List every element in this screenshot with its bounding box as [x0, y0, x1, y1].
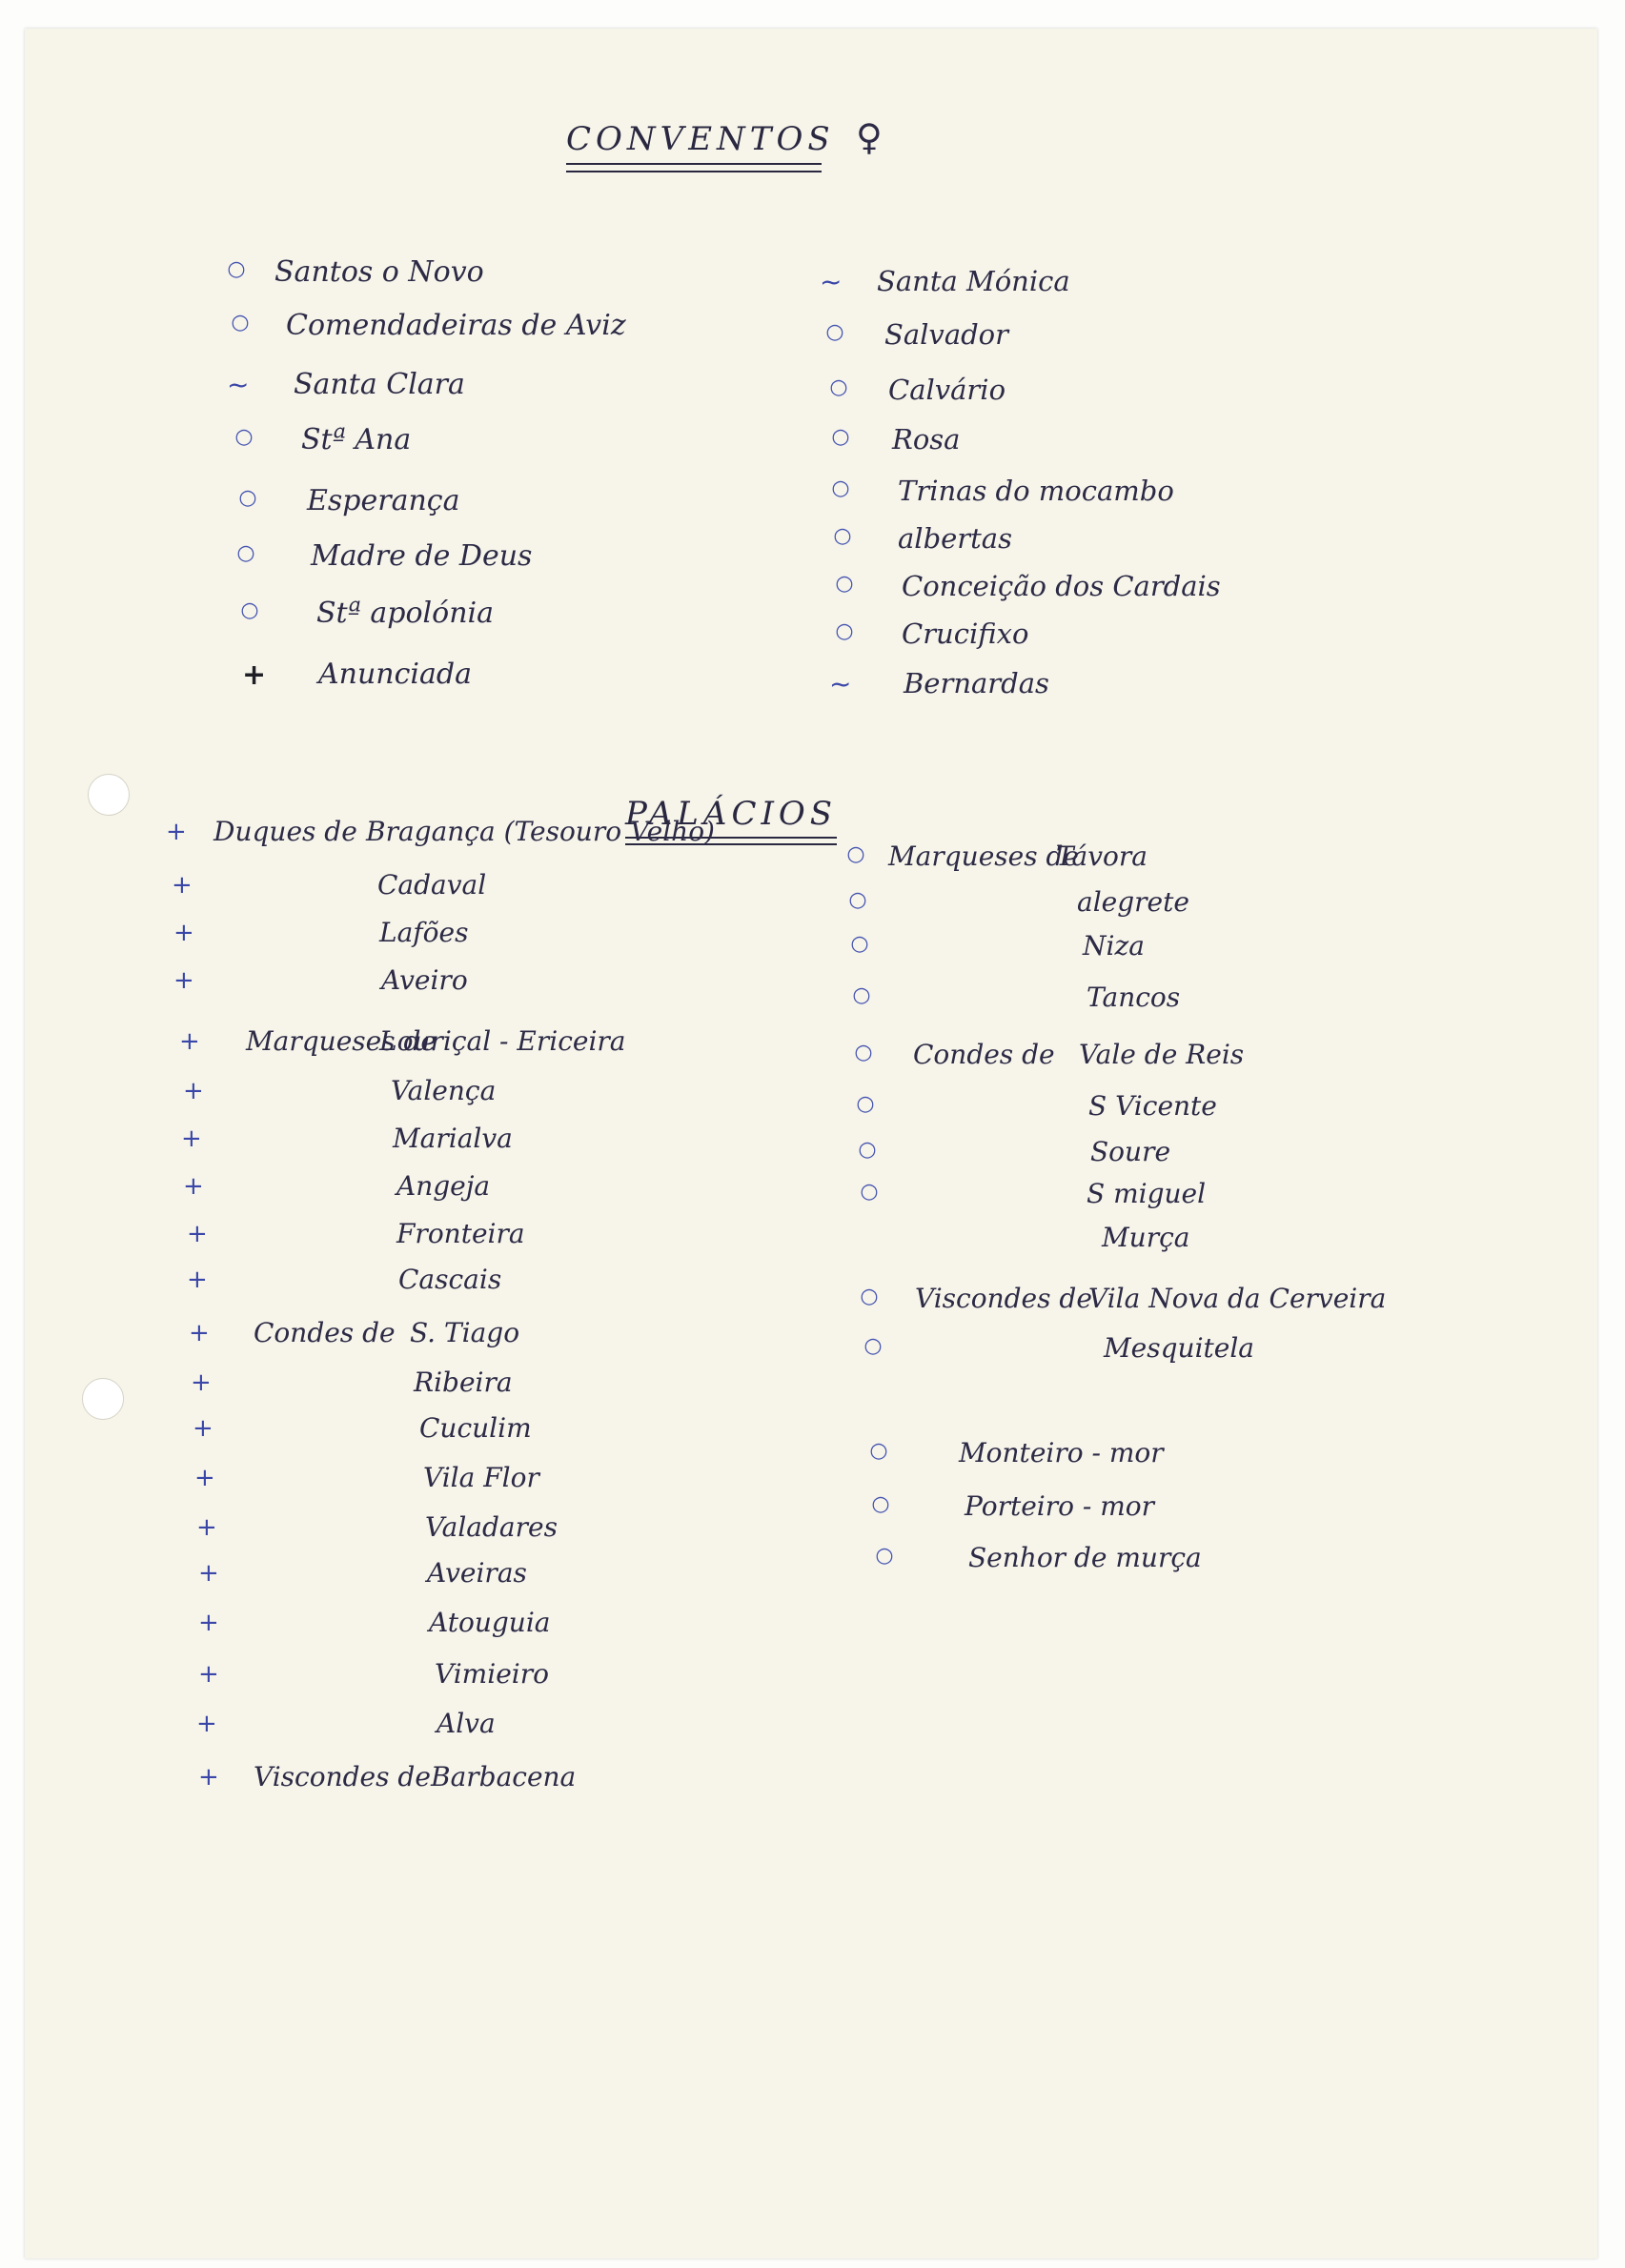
list-item-label: Vila Flor [423, 1462, 539, 1493]
conventos-underline-2 [566, 171, 822, 172]
list-item-label: Conceição dos Cardais [902, 570, 1221, 602]
list-item-label: Santa Mónica [877, 265, 1070, 297]
list-item-label: Ribeira [414, 1367, 513, 1398]
plus-mark-icon: + [183, 1077, 204, 1105]
plus-mark-icon: + [187, 1266, 208, 1294]
list-item-prefix: Duques de [213, 816, 357, 847]
circle-mark-icon: ○ [869, 1439, 888, 1463]
palacios-title: PALÁCIOS [625, 795, 838, 833]
list-item-label: Porteiro - mor [965, 1490, 1155, 1522]
list-item-label: Louriçal - Ericeira [379, 1025, 626, 1057]
list-item-label: S Vicente [1088, 1090, 1217, 1122]
circle-mark-icon: ○ [825, 320, 844, 344]
circle-mark-icon: ○ [863, 1334, 883, 1358]
list-item-label: Trinas do mocambo [898, 475, 1174, 507]
circle-mark-icon: ○ [835, 572, 854, 596]
list-item-label: Murça [1102, 1222, 1190, 1253]
circle-mark-icon: ○ [835, 619, 854, 643]
list-item-prefix: Marqueses de [888, 840, 1079, 872]
plus-mark-icon: + [173, 919, 194, 947]
circle-mark-icon: ○ [848, 888, 867, 912]
list-item-label: Vale de Reis [1079, 1039, 1245, 1070]
list-item-label: Vimieiro [435, 1658, 549, 1690]
circle-mark-icon: ○ [871, 1492, 890, 1516]
list-item-label: Valadares [425, 1511, 558, 1543]
list-item-label: Atouguia [429, 1607, 551, 1638]
plus-mark-icon: + [193, 1414, 213, 1443]
circle-mark-icon: ○ [860, 1285, 879, 1308]
list-item-label: Soure [1090, 1136, 1171, 1167]
list-item-label: Távora [1056, 840, 1148, 872]
list-item-label: Marialva [393, 1123, 513, 1154]
list-item-label: Comendadeiras de Aviz [286, 309, 626, 342]
list-item-label: Cadaval [377, 869, 487, 901]
circle-mark-icon: ○ [236, 541, 255, 565]
plus-mark-icon: + [191, 1368, 212, 1397]
list-item-label: Monteiro - mor [959, 1437, 1164, 1468]
list-item-label: Calvário [888, 374, 1006, 406]
list-item-label: Rosa [892, 423, 961, 456]
plus-mark-icon: + [198, 1559, 219, 1588]
list-item-label: S miguel [1087, 1178, 1207, 1209]
tilde-mark-icon: ~ [227, 369, 250, 400]
list-item-label: Bernardas [904, 667, 1049, 699]
punch-hole-bottom [82, 1378, 124, 1420]
plus-mark-icon: + [183, 1172, 204, 1201]
circle-mark-icon: ○ [238, 486, 257, 510]
circle-mark-icon: ○ [833, 524, 852, 548]
list-item-label: Alva [437, 1708, 496, 1739]
list-item-label: Aveiras [427, 1557, 527, 1589]
plus-mark-icon: + [173, 966, 194, 995]
circle-mark-icon: ○ [227, 257, 246, 281]
plus-mark-icon: + [196, 1513, 217, 1542]
plus-mark-icon: + [196, 1710, 217, 1738]
list-item-prefix: Condes de [254, 1317, 396, 1348]
list-item-label: Madre de Deus [311, 539, 533, 573]
circle-mark-icon: ○ [831, 476, 850, 500]
list-item-label: Valença [391, 1075, 497, 1106]
list-item-label: Stª apolónia [316, 597, 495, 630]
circle-mark-icon: ○ [240, 598, 259, 622]
list-item-label: Salvador [884, 318, 1008, 351]
punch-hole-top [88, 774, 130, 816]
list-item-label: Lafões [379, 917, 469, 948]
list-item-label: Esperança [307, 484, 460, 517]
list-item-label: Angeja [396, 1170, 491, 1202]
list-item-label: Bragança (Tesouro Velho) [366, 816, 715, 847]
list-item-label: Cascais [398, 1264, 502, 1295]
list-item-label: Stª Ana [301, 423, 412, 456]
notebook-page [25, 29, 1597, 2258]
tilde-mark-icon: ~ [820, 266, 843, 297]
list-item-label: alegrete [1077, 886, 1189, 918]
conventos-title: CONVENTOS [566, 120, 835, 158]
plus-mark-icon: + [198, 1609, 219, 1637]
list-item-prefix: Viscondes de [915, 1283, 1092, 1314]
circle-mark-icon: ○ [858, 1138, 877, 1162]
list-item-label: Aveiro [381, 964, 468, 996]
circle-mark-icon: ○ [829, 375, 848, 399]
plus-mark-icon: + [242, 658, 267, 692]
list-item-prefix: Condes de [913, 1039, 1055, 1070]
list-item-label: Crucifixo [902, 618, 1029, 650]
circle-mark-icon: ○ [231, 311, 250, 334]
list-item-label: Santos o Novo [274, 255, 484, 289]
plus-mark-icon: + [198, 1763, 219, 1792]
circle-mark-icon: ○ [860, 1180, 879, 1204]
list-item-label: Santa Clara [294, 368, 465, 401]
female-symbol: ♀ [856, 116, 883, 158]
list-item-label: Fronteira [396, 1218, 525, 1249]
plus-mark-icon: + [189, 1319, 210, 1347]
list-item-label: Mesquitela [1104, 1332, 1254, 1364]
circle-mark-icon: ○ [850, 932, 869, 956]
list-item-label: albertas [898, 522, 1012, 555]
plus-mark-icon: + [187, 1220, 208, 1248]
list-item-label: S. Tiago [410, 1317, 520, 1348]
tilde-mark-icon: ~ [829, 668, 852, 699]
circle-mark-icon: ○ [856, 1092, 875, 1116]
conventos-underline-1 [566, 163, 822, 165]
list-item-label: Vila Nova da Cerveira [1088, 1283, 1387, 1314]
plus-mark-icon: + [166, 818, 187, 846]
circle-mark-icon: ○ [234, 425, 254, 449]
list-item-prefix: Marqueses de [246, 1025, 437, 1057]
plus-mark-icon: + [194, 1464, 215, 1492]
circle-mark-icon: ○ [846, 842, 865, 866]
plus-mark-icon: + [198, 1660, 219, 1689]
list-item-label: Cuculim [419, 1412, 532, 1444]
circle-mark-icon: ○ [831, 425, 850, 449]
circle-mark-icon: ○ [854, 1041, 873, 1064]
plus-mark-icon: + [179, 1027, 200, 1056]
plus-mark-icon: + [181, 1124, 202, 1153]
list-item-label: Barbacena [431, 1761, 577, 1792]
circle-mark-icon: ○ [852, 983, 871, 1007]
circle-mark-icon: ○ [875, 1544, 894, 1568]
list-item-label: Anunciada [318, 658, 473, 691]
list-item-label: Niza [1083, 930, 1145, 962]
list-item-prefix: Viscondes de [254, 1761, 431, 1792]
list-item-label: Tancos [1087, 982, 1181, 1013]
list-item-label: Senhor de murça [968, 1542, 1202, 1573]
plus-mark-icon: + [172, 871, 193, 900]
